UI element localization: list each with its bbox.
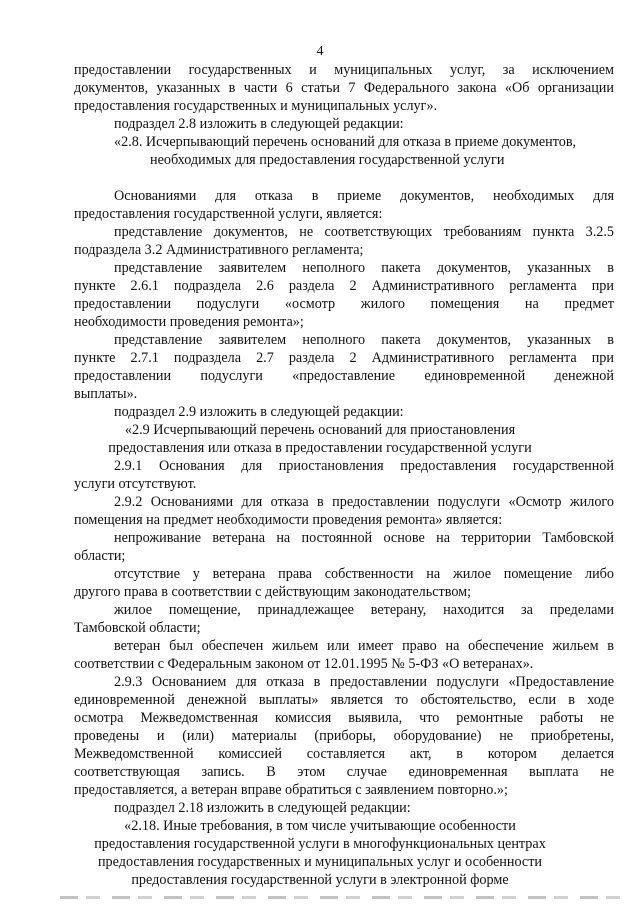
text-line: предоставляется, а ветеран вправе обратиться с заявлением повторно.»; <box>74 782 508 798</box>
text-line: Тамбовской области; <box>74 620 201 636</box>
page-number: 4 <box>316 44 324 59</box>
text-line: 2.9.3 Основанием для отказа в предоставлении подуслуги «Предоставление <box>114 674 614 690</box>
text-line: необходимых для предоставления государственной услуги <box>150 152 505 168</box>
text-line: отсутствие у ветерана права собственности на жилое помещение либо <box>114 566 614 582</box>
scan-artifact <box>60 896 620 899</box>
text-line: подраздел 2.9 изложить в следующей редакции: <box>114 404 404 420</box>
text-line: единовременной денежной выплаты» является то обстоятельство, если в ходе <box>74 692 614 708</box>
text-line: предоставлении подуслуги «осмотр жилого помещения на предмет <box>74 296 614 312</box>
text-line: подраздел 2.18 изложить в следующей редакции: <box>114 800 411 816</box>
text-line: другого права в соответствии с действующим законодательством; <box>74 584 472 600</box>
text-line: предоставлении государственных и муниципальных услуг, за исключением <box>74 62 614 78</box>
text-line: представление заявителем неполного пакета документов, указанных в <box>114 260 614 276</box>
text-line: представление документов, не соответствующих требованиям пункта 3.2.5 <box>114 224 614 240</box>
text-line: пункте 2.6.1 подраздела 2.6 раздела 2 Административного регламента при <box>74 278 614 294</box>
text-line: Основаниями для отказа в приеме документов, необходимых для <box>114 188 614 204</box>
text-line: предоставлении подуслуги «предоставление единовременной денежной <box>74 368 614 384</box>
text-line: жилое помещение, принадлежащее ветерану, находится за пределами <box>114 602 614 618</box>
text-line: «2.8. Исчерпывающий перечень оснований для отказа в приеме документов, <box>114 134 577 150</box>
text-line: предоставления или отказа в предоставлении государственной услуги <box>108 440 532 456</box>
text-line: документов, указанных в части 6 статьи 7 Федерального закона «Об организации <box>74 80 614 96</box>
text-line: предоставления государственных и муниципальных услуг». <box>74 98 438 114</box>
text-line: непроживание ветерана на постоянной основе на территории Тамбовской <box>114 530 614 546</box>
text-line: 2.9.1 Основания для приостановления предоставления государственной <box>114 458 614 474</box>
text-line: 2.9.2 Основаниями для отказа в предоставлении подуслуги «Осмотр жилого <box>114 494 614 510</box>
text-line: подраздел 2.8 изложить в следующей редакции: <box>114 116 404 132</box>
text-line: представление заявителем неполного пакета документов, указанных в <box>114 332 614 348</box>
text-line: услуги отсутствуют. <box>74 476 197 492</box>
text-line: Межведомственной комиссией составляется акт, в котором делается <box>74 746 614 762</box>
text-line: проведены и (или) материалы (приборы, оборудование) не приобретены, <box>74 728 614 744</box>
text-line: предоставления государственных и муниципальных услуг и особенности <box>97 854 543 870</box>
text-line: «2.18. Иные требования, в том числе учитывающие особенности <box>124 818 516 834</box>
text-line: ветеран был обеспечен жильем или имеет право на обеспечение жильем в <box>114 638 614 654</box>
text-line: «2.9 Исчерпывающий перечень оснований для приостановления <box>124 422 516 438</box>
text-line: осмотра Межведомственная комиссия выявила, что ремонтные работы не <box>74 710 614 726</box>
text-line: предоставления государственной услуги в многофункциональных центрах <box>94 836 546 852</box>
text-line: необходимости проведения ремонта»; <box>74 314 304 330</box>
text-line: соответствующая запись. В этом случае единовременная выплата не <box>74 764 614 780</box>
text-line: области; <box>74 548 126 564</box>
text-line: пункте 2.7.1 подраздела 2.7 раздела 2 Административного регламента при <box>74 350 614 366</box>
text-line: подраздела 3.2 Административного регламента; <box>74 242 364 258</box>
text-line: предоставления государственной услуги в электронной форме <box>131 872 509 888</box>
text-line: помещения на предмет необходимости проведения ремонта» является: <box>74 512 503 528</box>
text-line: выплаты». <box>74 386 138 402</box>
text-line: соответствии с Федеральным законом от 12.01.1995 № 5-ФЗ «О ветеранах». <box>74 656 534 672</box>
text-line: предоставления государственной услуги, является: <box>74 206 383 222</box>
